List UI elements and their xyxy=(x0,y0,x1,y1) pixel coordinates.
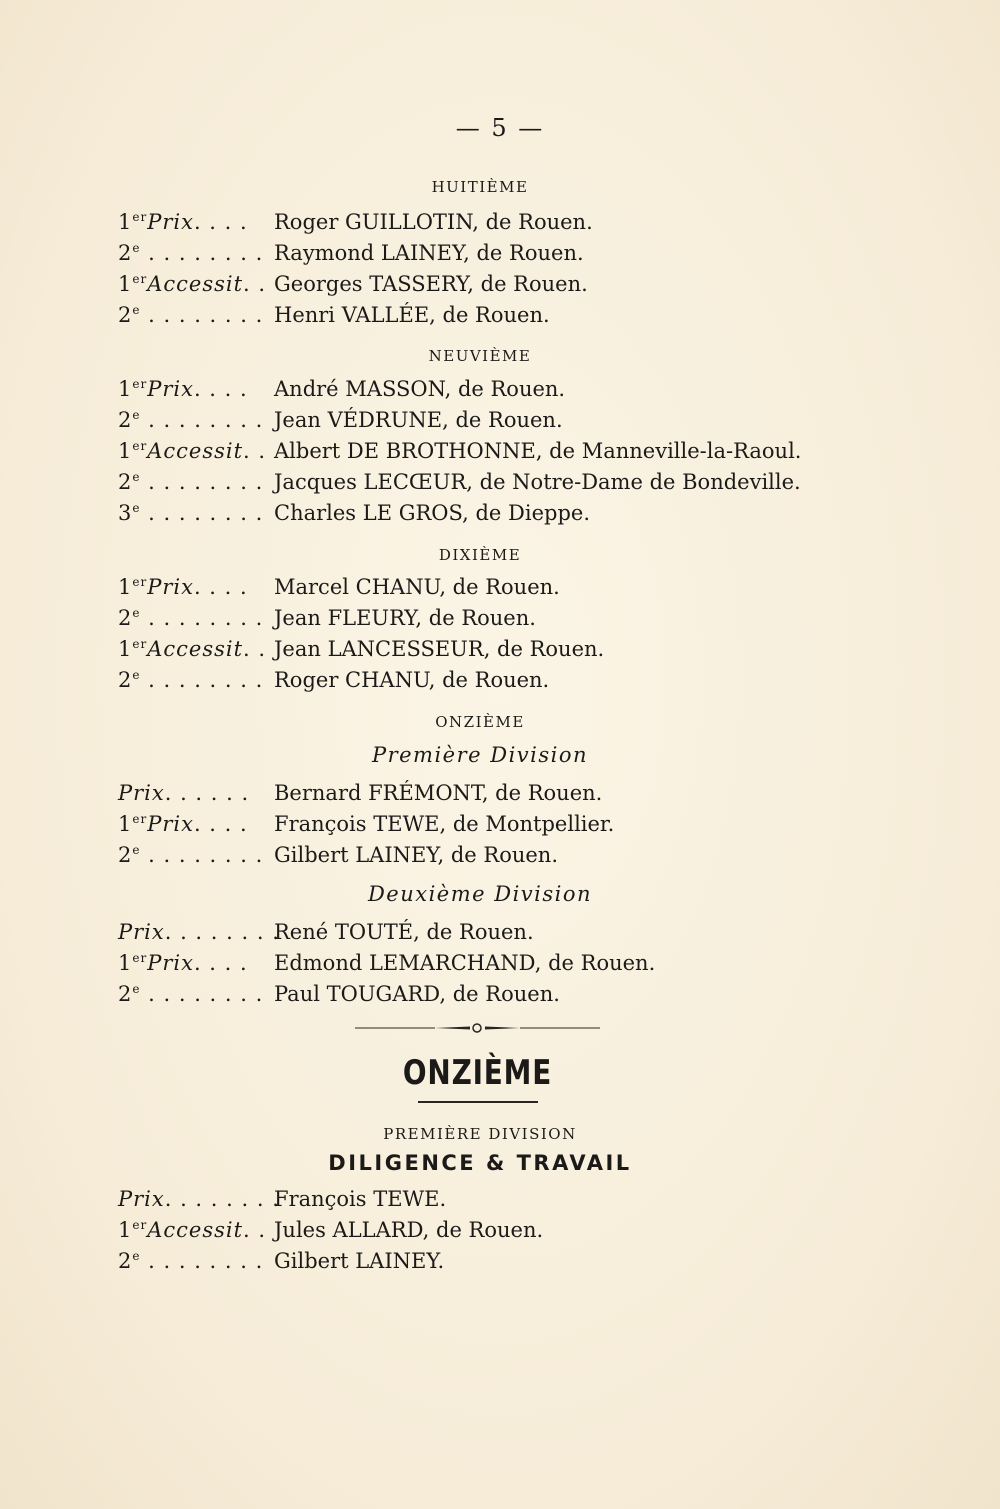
award-recipient: Paul TOUGARD, de Rouen. xyxy=(274,982,560,1006)
award-label xyxy=(118,1187,280,1211)
award-recipient: Jean VÉDRUNE, de Rouen. xyxy=(274,408,563,432)
leader-dots: . . . . . . . . xyxy=(140,303,264,327)
award-label xyxy=(118,606,268,630)
award-label xyxy=(118,210,268,234)
award-rank: 1 xyxy=(118,951,133,975)
leader-dots: . . xyxy=(243,637,267,661)
award-label xyxy=(118,843,268,867)
leader-dots: . . . . . . . . xyxy=(140,843,264,867)
award-rank-suffix: e xyxy=(132,470,141,484)
award-label xyxy=(118,439,268,463)
award-type: Prix xyxy=(147,951,194,975)
award-rank: 2 xyxy=(118,241,133,265)
award-rank-suffix: er xyxy=(132,439,148,453)
award-row xyxy=(118,210,878,240)
big-section-title: ONZIÈME xyxy=(402,1053,553,1093)
award-recipient: Raymond LAINEY, de Rouen. xyxy=(274,241,584,265)
leader-dots: . . . . . . . . xyxy=(140,241,264,265)
leader-dots: . . . . xyxy=(193,575,248,599)
section-heading-onzieme: ONZIÈME xyxy=(435,713,525,731)
award-rank-suffix: e xyxy=(132,408,141,422)
award-row xyxy=(118,1249,878,1279)
award-row xyxy=(118,303,878,333)
award-type: Prix xyxy=(147,812,194,836)
leader-dots: . . . . . . . . xyxy=(140,668,264,692)
leader-dots: . . . . . . . . xyxy=(140,1249,264,1273)
award-rank-suffix: er xyxy=(132,951,148,965)
award-recipient: Marcel CHANU, de Rouen. xyxy=(274,575,560,599)
leader-dots: . . . . xyxy=(193,377,248,401)
award-row xyxy=(118,272,878,302)
leader-dots: . . . . xyxy=(193,951,248,975)
award-label xyxy=(118,812,268,836)
section-heading-neuvieme: NEUVIÈME xyxy=(428,347,532,365)
award-recipient: René TOUTÉ, de Rouen. xyxy=(274,920,534,944)
leader-dots: . . . . . . . . xyxy=(140,408,264,432)
award-rank: 1 xyxy=(118,272,133,296)
award-type: Prix xyxy=(118,781,165,805)
award-label xyxy=(118,668,268,692)
award-recipient: Roger GUILLOTIN, de Rouen. xyxy=(274,210,593,234)
award-row xyxy=(118,951,878,981)
award-row xyxy=(118,843,878,873)
leader-dots: . . xyxy=(243,439,267,463)
leader-dots: . . . . . . . . xyxy=(140,470,264,494)
award-row xyxy=(118,920,878,950)
award-row xyxy=(118,408,878,438)
award-recipient: Jean FLEURY, de Rouen. xyxy=(274,606,536,630)
award-rank: 2 xyxy=(118,303,133,327)
leader-dots: . . . . . . . . xyxy=(164,920,280,944)
award-rank: 1 xyxy=(118,377,133,401)
award-recipient: Jules ALLARD, de Rouen. xyxy=(274,1218,544,1242)
award-label xyxy=(118,1218,268,1242)
leader-dots: . . . . . . . . xyxy=(164,1187,280,1211)
award-rank-suffix: e xyxy=(132,668,141,682)
award-rank-suffix: e xyxy=(132,982,141,996)
award-row xyxy=(118,241,878,271)
ornament-divider xyxy=(355,1021,600,1035)
award-rank: 2 xyxy=(118,843,133,867)
award-rank: 2 xyxy=(118,470,133,494)
award-rank-suffix: e xyxy=(132,303,141,317)
award-rank-suffix: e xyxy=(132,1249,141,1263)
award-row xyxy=(118,812,878,842)
award-recipient: Roger CHANU, de Rouen. xyxy=(274,668,550,692)
award-type: Accessit xyxy=(147,439,244,463)
award-type: Prix xyxy=(147,575,194,599)
award-recipient: François TEWE, de Montpellier. xyxy=(274,812,615,836)
award-rank-suffix: er xyxy=(132,637,148,651)
division-title: Deuxième Division xyxy=(367,882,593,906)
award-rank-suffix: e xyxy=(132,241,141,255)
award-label xyxy=(118,637,268,661)
leader-dots: . . xyxy=(243,1218,267,1242)
award-label xyxy=(118,951,268,975)
award-row xyxy=(118,1187,878,1217)
award-rank-suffix: er xyxy=(132,575,148,589)
award-recipient: François TEWE. xyxy=(274,1187,447,1211)
award-label xyxy=(118,1249,268,1273)
award-recipient: André MASSON, de Rouen. xyxy=(274,377,566,401)
award-rank: 2 xyxy=(118,1249,133,1273)
award-recipient: Gilbert LAINEY. xyxy=(274,1249,445,1273)
page-number: — 5 — xyxy=(455,114,545,142)
award-label xyxy=(118,241,268,265)
award-type: Prix xyxy=(118,920,165,944)
subject-heading: DILIGENCE & TRAVAIL xyxy=(328,1151,632,1175)
award-rank-suffix: er xyxy=(132,272,148,286)
award-rank: 2 xyxy=(118,668,133,692)
award-rank-suffix: e xyxy=(132,501,141,515)
award-recipient: Edmond LEMARCHAND, de Rouen. xyxy=(274,951,656,975)
award-row xyxy=(118,668,878,698)
leader-dots: . . . . . . . . xyxy=(140,606,264,630)
award-rank-suffix: er xyxy=(132,812,148,826)
award-recipient: Gilbert LAINEY, de Rouen. xyxy=(274,843,559,867)
award-rank: 1 xyxy=(118,637,133,661)
award-recipient: Albert DE BROTHONNE, de Manneville-la-Raoul. xyxy=(274,439,802,463)
award-row xyxy=(118,1218,878,1248)
award-row xyxy=(118,606,878,636)
award-label xyxy=(118,470,268,494)
leader-dots: . . . . xyxy=(193,812,248,836)
award-label xyxy=(118,982,268,1006)
award-rank: 1 xyxy=(118,812,133,836)
award-rank: 1 xyxy=(118,1218,133,1242)
award-label xyxy=(118,920,280,944)
award-rank-suffix: er xyxy=(132,210,148,224)
award-type: Accessit xyxy=(147,1218,244,1242)
award-label xyxy=(118,303,268,327)
award-row xyxy=(118,982,878,1012)
award-row xyxy=(118,637,878,667)
division-title: Première Division xyxy=(371,743,589,767)
award-rank-suffix: e xyxy=(132,606,141,620)
leader-dots: . . . . . . . . xyxy=(140,501,264,525)
award-rank: 1 xyxy=(118,575,133,599)
award-type: Accessit xyxy=(147,272,244,296)
award-rank: 2 xyxy=(118,408,133,432)
award-label xyxy=(118,501,268,525)
award-rank: 2 xyxy=(118,982,133,1006)
award-row xyxy=(118,439,878,469)
award-rank: 2 xyxy=(118,606,133,630)
award-rank: 3 xyxy=(118,501,133,525)
award-recipient: Georges TASSERY, de Rouen. xyxy=(274,272,588,296)
award-recipient: Jacques LECŒUR, de Notre-Dame de Bondeville. xyxy=(274,470,801,494)
award-type: Accessit xyxy=(147,637,244,661)
award-type: Prix xyxy=(118,1187,165,1211)
award-rank-suffix: er xyxy=(132,377,148,391)
award-recipient: Bernard FRÉMONT, de Rouen. xyxy=(274,781,603,805)
award-type: Prix xyxy=(147,210,194,234)
award-rank: 1 xyxy=(118,439,133,463)
award-row xyxy=(118,377,878,407)
award-rank-suffix: er xyxy=(132,1218,148,1232)
award-label xyxy=(118,575,268,599)
award-row xyxy=(118,501,878,531)
leader-dots: . . . . . . . . xyxy=(140,982,264,1006)
leader-dots: . . . . . . xyxy=(164,781,250,805)
section-heading-dixieme: DIXIÈME xyxy=(438,546,522,564)
award-label xyxy=(118,781,268,805)
award-row xyxy=(118,781,878,811)
award-recipient: Charles LE GROS, de Dieppe. xyxy=(274,501,591,525)
award-rank: 1 xyxy=(118,210,133,234)
award-rank-suffix: e xyxy=(132,843,141,857)
leader-dots: . . . . xyxy=(193,210,248,234)
award-recipient: Henri VALLÉE, de Rouen. xyxy=(274,303,550,327)
division-heading: PREMIÈRE DIVISION xyxy=(383,1125,577,1143)
award-type: Prix xyxy=(147,377,194,401)
section-heading-huitieme: HUITIÈME xyxy=(431,178,529,196)
award-label xyxy=(118,272,268,296)
award-row xyxy=(118,575,878,605)
award-recipient: Jean LANCESSEUR, de Rouen. xyxy=(274,637,605,661)
award-label xyxy=(118,377,268,401)
award-row xyxy=(118,470,878,500)
leader-dots: . . xyxy=(243,272,267,296)
award-label xyxy=(118,408,268,432)
title-underline xyxy=(418,1101,538,1103)
